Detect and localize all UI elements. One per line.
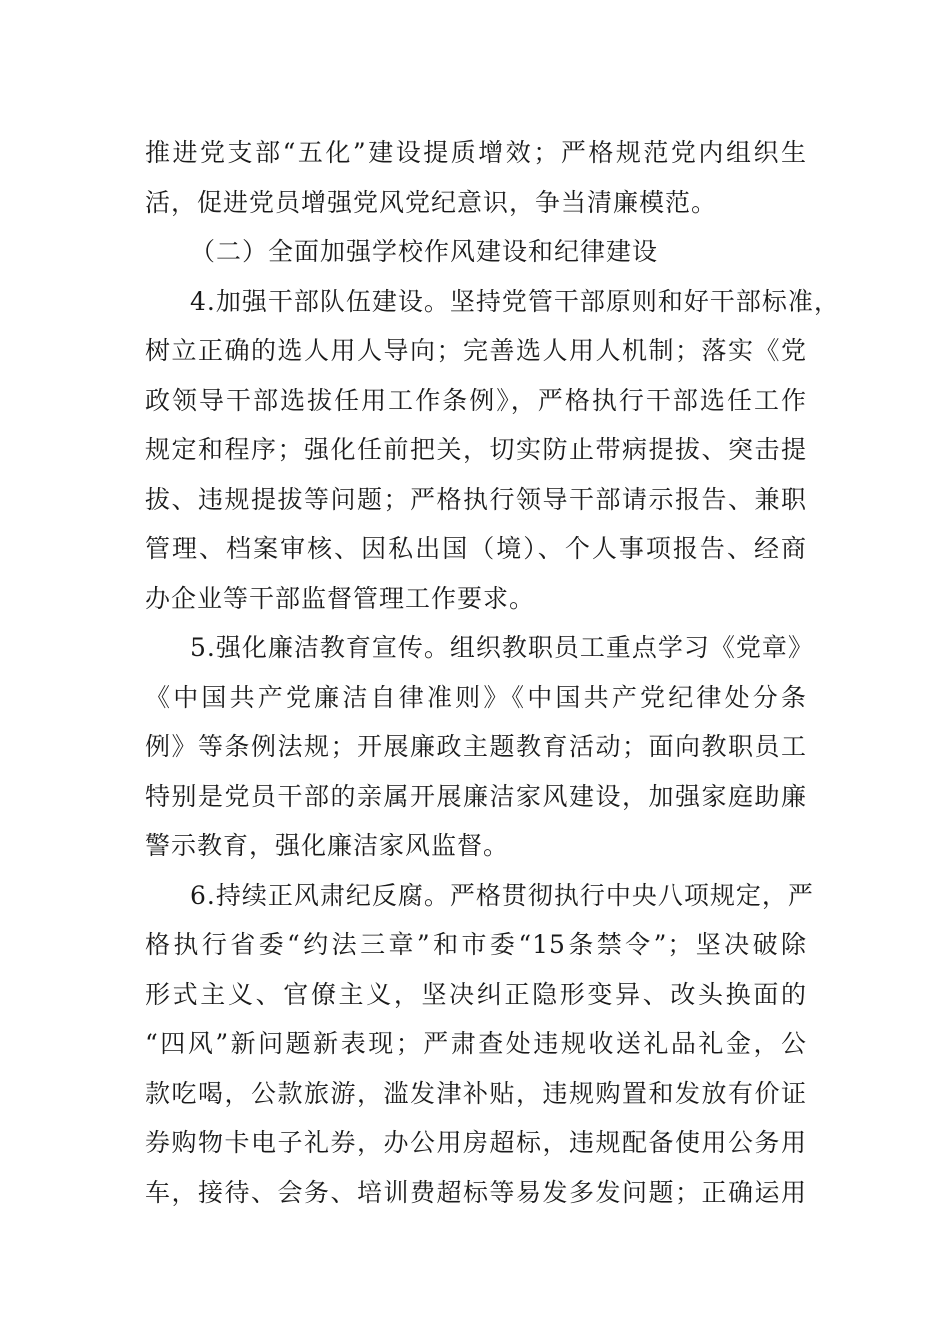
section-heading: （二）全面加强学校作风建设和纪律建设 [190,237,659,266]
text-line: 规定和程序；强化任前把关，切实防止带病提拔、突击提 [145,435,807,464]
text-line: 特别是党员干部的亲属开展廉洁家风建设，加强家庭助廉 [145,781,807,811]
text-line: 4.加强干部队伍建设。坚持党管干部原则和好干部标准， [190,286,840,316]
document-body [145,128,840,1217]
text-line: 款吃喝，公款旅游，滥发津补贴，违规购置和发放有价证 [145,1078,807,1108]
text-line: 警示教育，强化廉洁家风监督。 [145,831,510,860]
text-line: 5.强化廉洁教育宣传。组织教职员工重点学习《党章》 [190,633,814,662]
text-line: “四风”新问题新表现；严肃查处违规收送礼品礼金，公 [145,1029,807,1058]
text-line: 车，接待、会务、培训费超标等易发多发问题；正确运用 [145,1177,807,1207]
text-line: 格执行省委“约法三章”和市委“15条禁令”；坚决破除 [145,930,807,959]
text-line: 活，促进党员增强党风党纪意识，争当清廉模范。 [145,187,718,217]
text-line: 券购物卡电子礼券，办公用房超标，违规配备使用公务用 [145,1128,807,1157]
text-line: 例》等条例法规；开展廉政主题教育活动；面向教职员工 [145,732,807,761]
text-line: 形式主义、官僚主义，坚决纠正隐形变异、改头换面的 [145,979,807,1009]
text-line: 《中国共产党廉洁自律准则》《中国共产党纪律处分条 [145,682,807,712]
text-line: 管理、档案审核、因私出国（境）、个人事项报告、经商 [145,534,807,563]
text-line: 办企业等干部监督管理工作要求。 [145,583,536,613]
text-line: 政领导干部选拔任用工作条例》，严格执行干部选任工作 [145,385,807,415]
text-line: 推进党支部“五化”建设提质增效；严格规范党内组织生 [145,138,807,167]
text-line: 6.持续正风肃纪反腐。严格贯彻执行中央八项规定，严 [190,880,814,910]
text-line: 树立正确的选人用人导向；完善选人用人机制；落实《党 [145,336,807,365]
text-line: 拔、违规提拔等问题；严格执行领导干部请示报告、兼职 [145,484,807,514]
